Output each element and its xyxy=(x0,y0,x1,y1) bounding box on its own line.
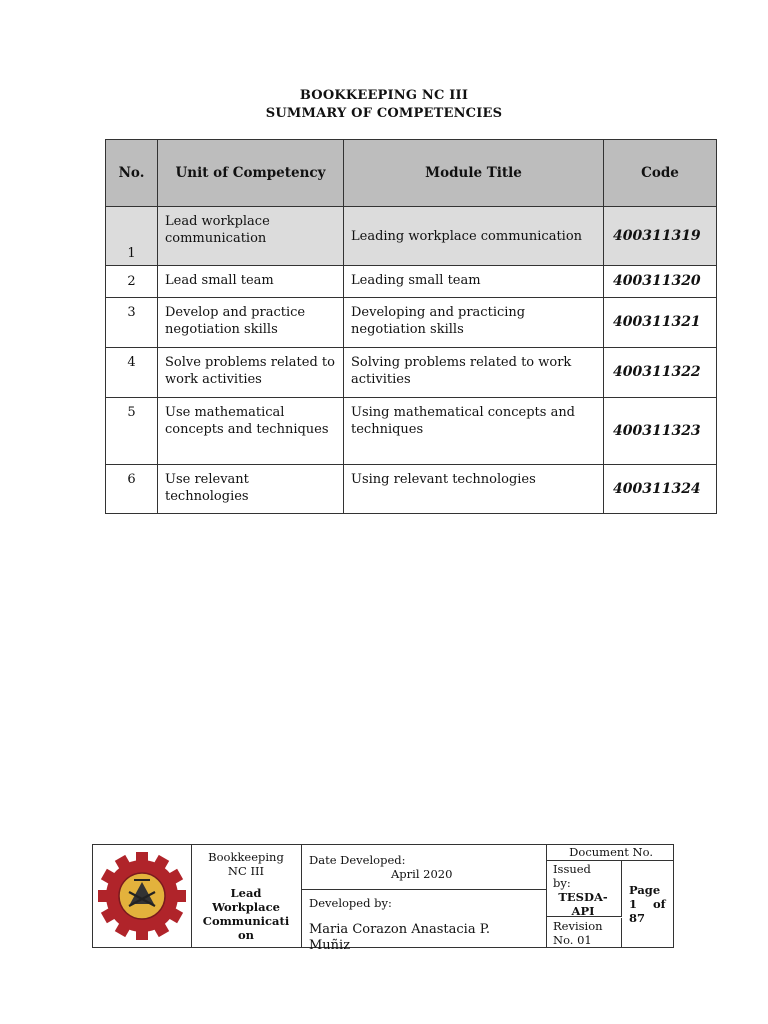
cell-no: 6 xyxy=(106,465,158,514)
cell-code: 400311324 xyxy=(604,465,717,514)
column-header-unit: Unit of Competency xyxy=(158,140,344,207)
competency-table xyxy=(105,139,717,514)
course-level: NC III xyxy=(227,864,265,878)
table-row xyxy=(106,398,717,465)
table-row xyxy=(106,266,717,298)
cell-module: Leading small team xyxy=(344,266,604,298)
column-header-no: No. xyxy=(106,140,158,207)
document-footer xyxy=(92,844,674,953)
column-header-module: Module Title xyxy=(344,140,604,207)
document-header xyxy=(0,87,768,123)
document-number-label: Document No. xyxy=(546,845,673,861)
cell-unit: Lead workplace communication xyxy=(158,207,344,266)
developed-by-label: Developed by: xyxy=(309,896,392,910)
date-value: April 2020 xyxy=(391,867,453,881)
developer-name: Maria Corazon Anastacia P. Muñiz xyxy=(309,922,490,953)
cell-code: 400311323 xyxy=(604,398,717,465)
cell-code: 400311319 xyxy=(604,207,717,266)
cell-unit: Solve problems related to work activities xyxy=(158,348,344,398)
page-number: Page 1 of 87 xyxy=(629,883,666,925)
unit-name: Lead Workplace Communicati on xyxy=(202,886,290,942)
cell-no: 2 xyxy=(106,266,158,298)
cell-no: 5 xyxy=(106,398,158,465)
date-developed xyxy=(302,845,546,890)
cell-module: Solving problems related to work activities xyxy=(344,348,604,398)
cell-module: Using mathematical concepts and techniques xyxy=(344,398,604,465)
table-header-row xyxy=(106,140,717,207)
table-row xyxy=(106,348,717,398)
cell-module: Leading workplace communication xyxy=(344,207,604,266)
cell-no: 4 xyxy=(106,348,158,398)
cell-unit: Use mathematical concepts and techniques xyxy=(158,398,344,465)
revision-number: Revision No. 01 xyxy=(546,918,622,947)
cell-unit: Use relevant technologies xyxy=(158,465,344,514)
column-header-code: Code xyxy=(604,140,717,207)
course-info xyxy=(191,845,302,947)
table-row xyxy=(106,465,717,514)
cell-module: Using relevant technologies xyxy=(344,465,604,514)
cell-code: 400311322 xyxy=(604,348,717,398)
cell-unit: Develop and practice negotiation skills xyxy=(158,298,344,348)
date-label: Date Developed: xyxy=(309,853,406,867)
cell-unit: Lead small team xyxy=(158,266,344,298)
cell-module: Developing and practicing negotiation skills xyxy=(344,298,604,348)
development-info xyxy=(302,845,547,953)
course-name: Bookkeeping xyxy=(208,850,284,864)
cell-code: 400311320 xyxy=(604,266,717,298)
cell-no: 1 xyxy=(106,207,158,266)
document-control xyxy=(546,845,673,947)
institute-logo xyxy=(93,845,192,947)
gear-seal-icon xyxy=(93,845,191,947)
document-title: BOOKKEEPING NC III xyxy=(299,88,469,103)
table-row xyxy=(106,207,717,266)
cell-code: 400311321 xyxy=(604,298,717,348)
issued-by: Issued by: TESDA- API xyxy=(546,861,622,917)
cell-no: 3 xyxy=(106,298,158,348)
document-subtitle: SUMMARY OF COMPETENCIES xyxy=(265,106,503,121)
table-row xyxy=(106,298,717,348)
